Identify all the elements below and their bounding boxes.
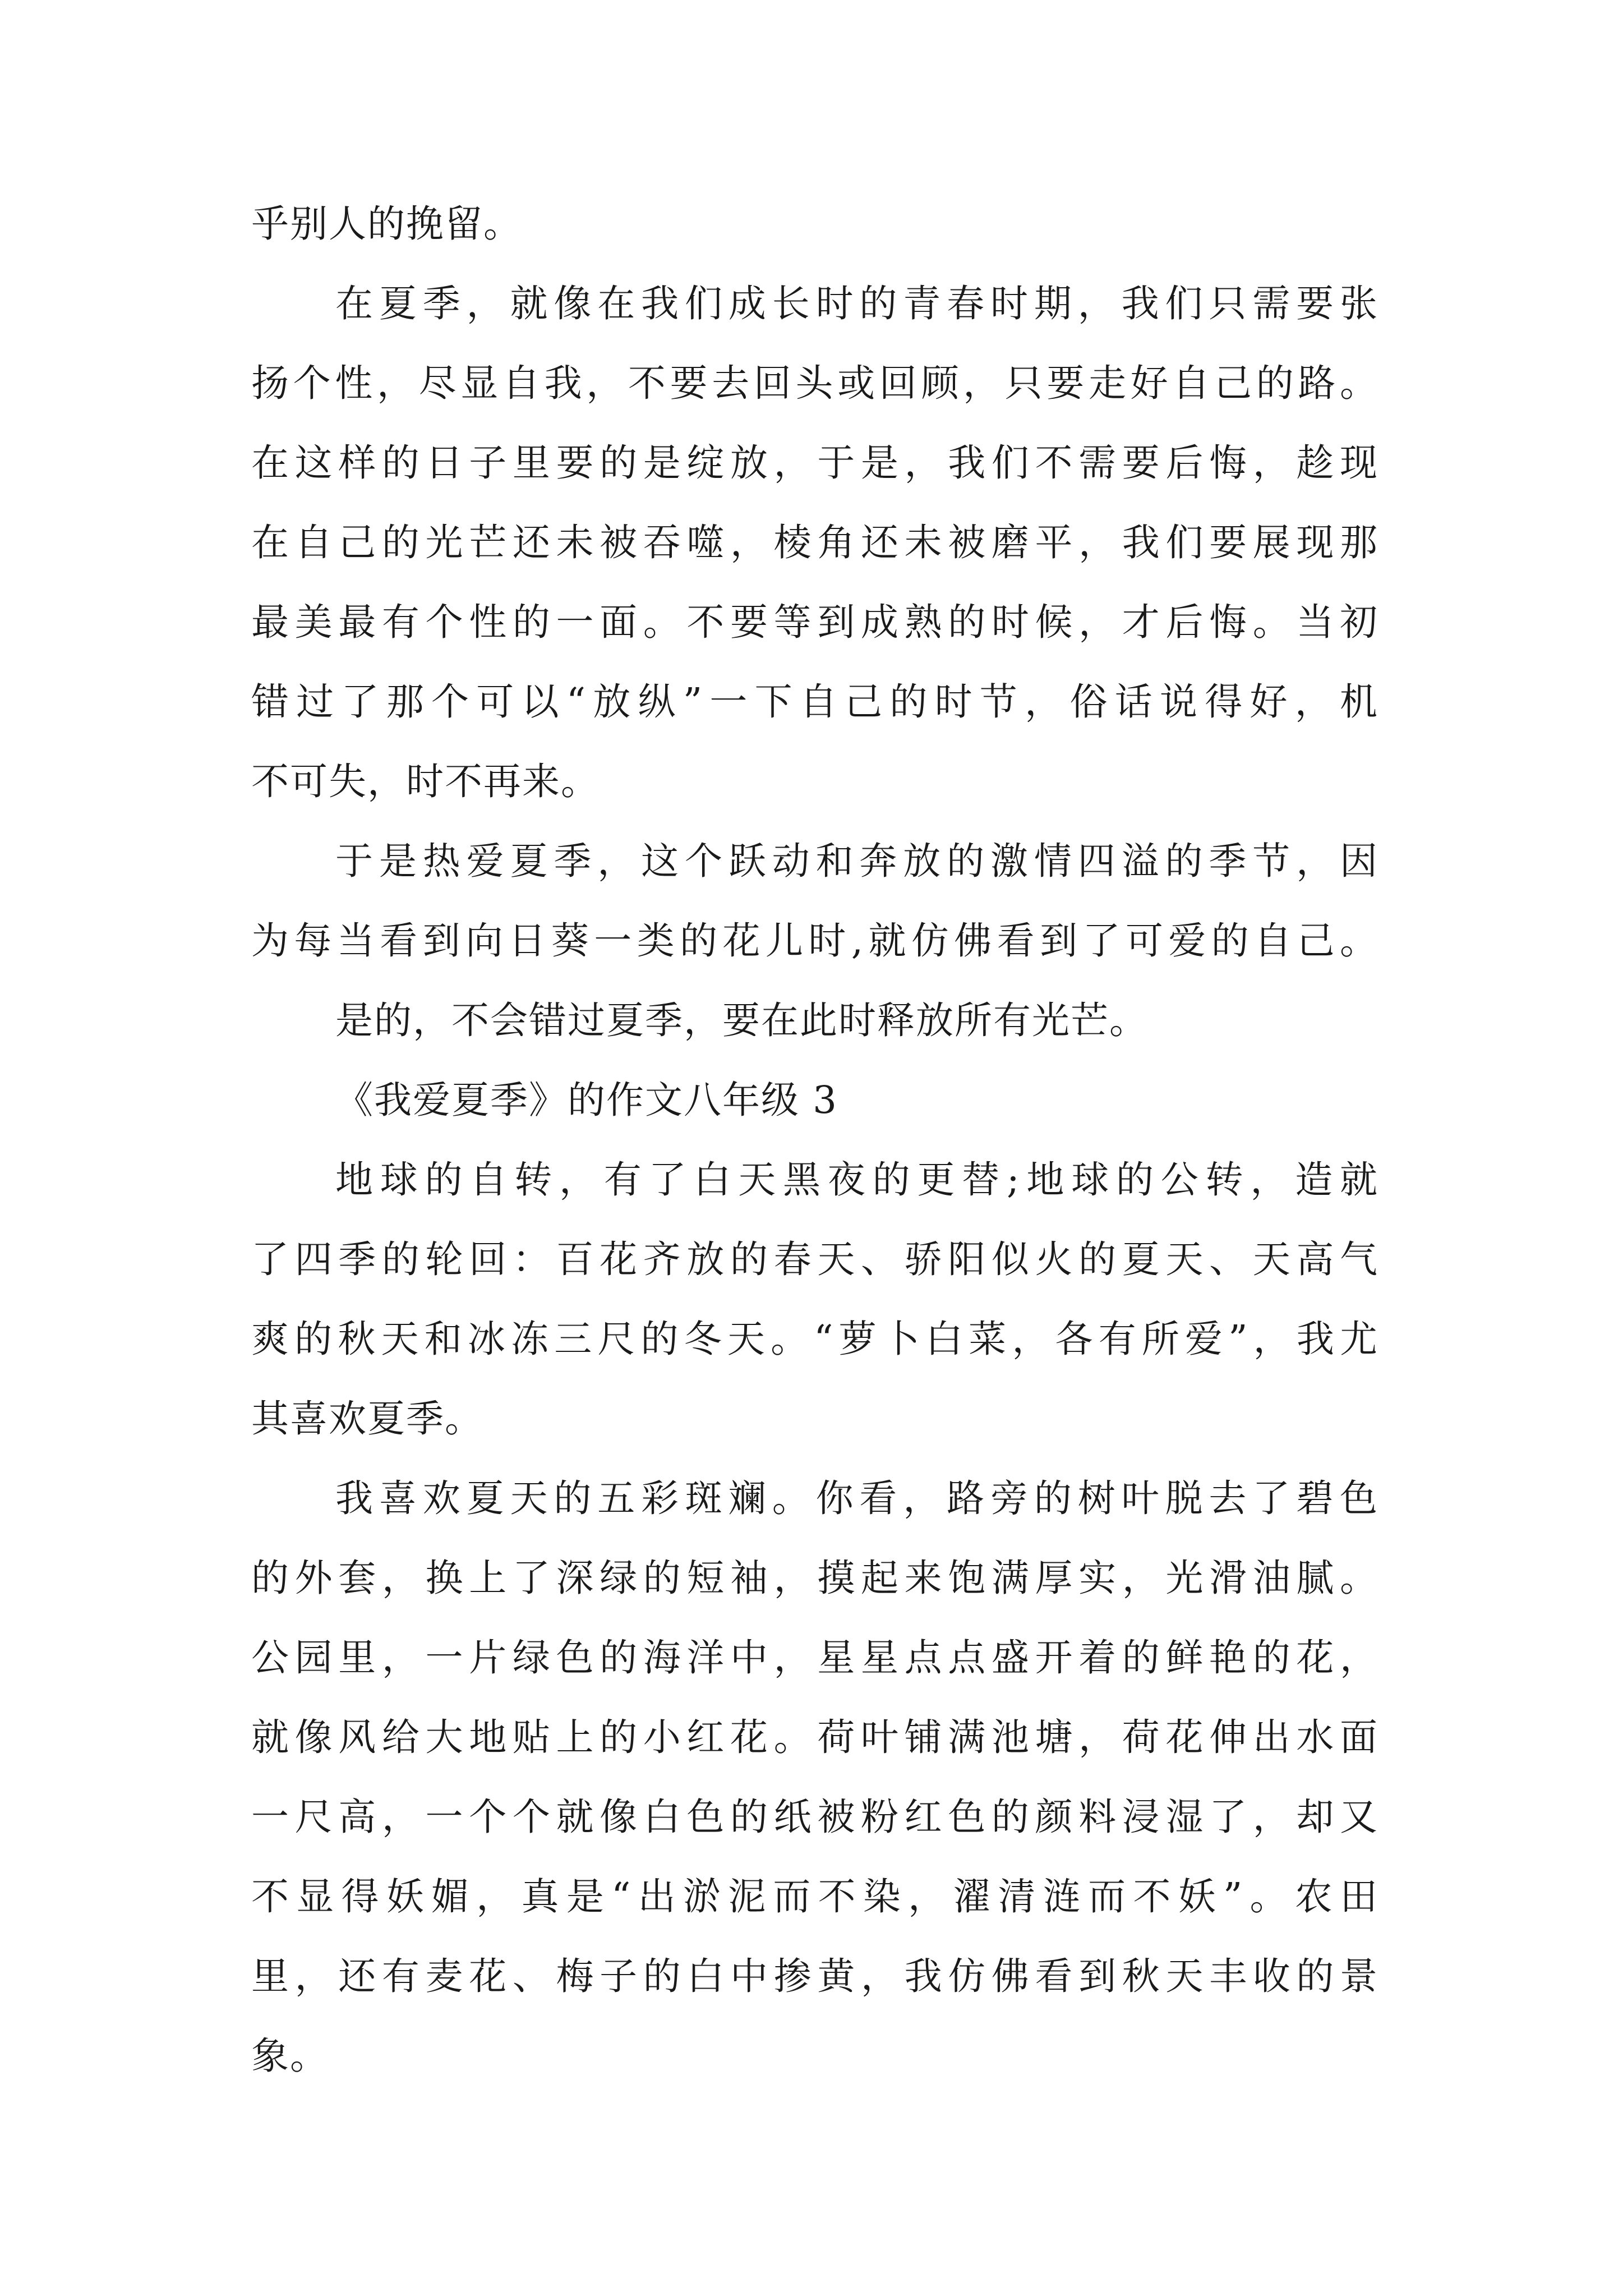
paragraph-start-line: 于是热爱夏季，这个跃动和奔放的激情四溢的季节，因 — [335, 839, 1378, 883]
text-line: 错过了那个可以“放纵”一下自己的时节，俗话说得好，机 — [251, 680, 1378, 724]
paragraph-start-line: 在夏季，就像在我们成长时的青春时期，我们只需要张 — [335, 282, 1378, 325]
text-line: 公园里，一片绿色的海洋中，星星点点盛开着的鲜艳的花， — [251, 1636, 1378, 1680]
text-line: 象。 — [251, 2034, 329, 2078]
text-line: 在这样的日子里要的是绽放，于是，我们不需要后悔，趁现 — [251, 441, 1378, 485]
text-line: 一尺高，一个个就像白色的纸被粉红色的颜料浸湿了，却又 — [251, 1795, 1378, 1839]
text-line: 在自己的光芒还未被吞噬，棱角还未被磨平，我们要展现那 — [251, 521, 1378, 564]
essay-body — [251, 184, 1378, 2096]
text-line: 乎别人的挽留。 — [251, 202, 522, 246]
section-heading: 《我爱夏季》的作文八年级 3 — [335, 1078, 838, 1122]
text-line: 为每当看到向日葵一类的花儿时,就仿佛看到了可爱的自己。 — [251, 919, 1378, 963]
text-line: 的外套，换上了深绿的短袖，摸起来饱满厚实，光滑油腻。 — [251, 1556, 1378, 1600]
text-line: 不可失，时不再来。 — [251, 760, 600, 803]
text-line: 其喜欢夏季。 — [251, 1397, 483, 1441]
text-line: 爽的秋天和冰冻三尺的冬天。“萝卜白菜，各有所爱”，我尤 — [251, 1317, 1378, 1361]
paragraph-start-line: 是的，不会错过夏季，要在此时释放所有光芒。 — [335, 999, 1148, 1042]
text-line: 最美最有个性的一面。不要等到成熟的时候，才后悔。当初 — [251, 600, 1378, 644]
text-line: 不显得妖媚，真是“出淤泥而不染，濯清涟而不妖”。农田 — [251, 1875, 1378, 1918]
paragraph-start-line: 我喜欢夏天的五彩斑斓。你看，路旁的树叶脱去了碧色 — [335, 1476, 1378, 1520]
text-line: 了四季的轮回：百花齐放的春天、骄阳似火的夏天、天高气 — [251, 1237, 1378, 1281]
text-line: 里，还有麦花、梅子的白中掺黄，我仿佛看到秋天丰收的景 — [251, 1954, 1378, 1998]
text-line: 就像风给大地贴上的小红花。荷叶铺满池塘，荷花伸出水面 — [251, 1715, 1378, 1759]
paragraph-start-line: 地球的自转，有了白天黑夜的更替;地球的公转，造就 — [335, 1158, 1378, 1202]
text-line: 扬个性，尽显自我，不要去回头或回顾，只要走好自己的路。 — [251, 361, 1378, 405]
